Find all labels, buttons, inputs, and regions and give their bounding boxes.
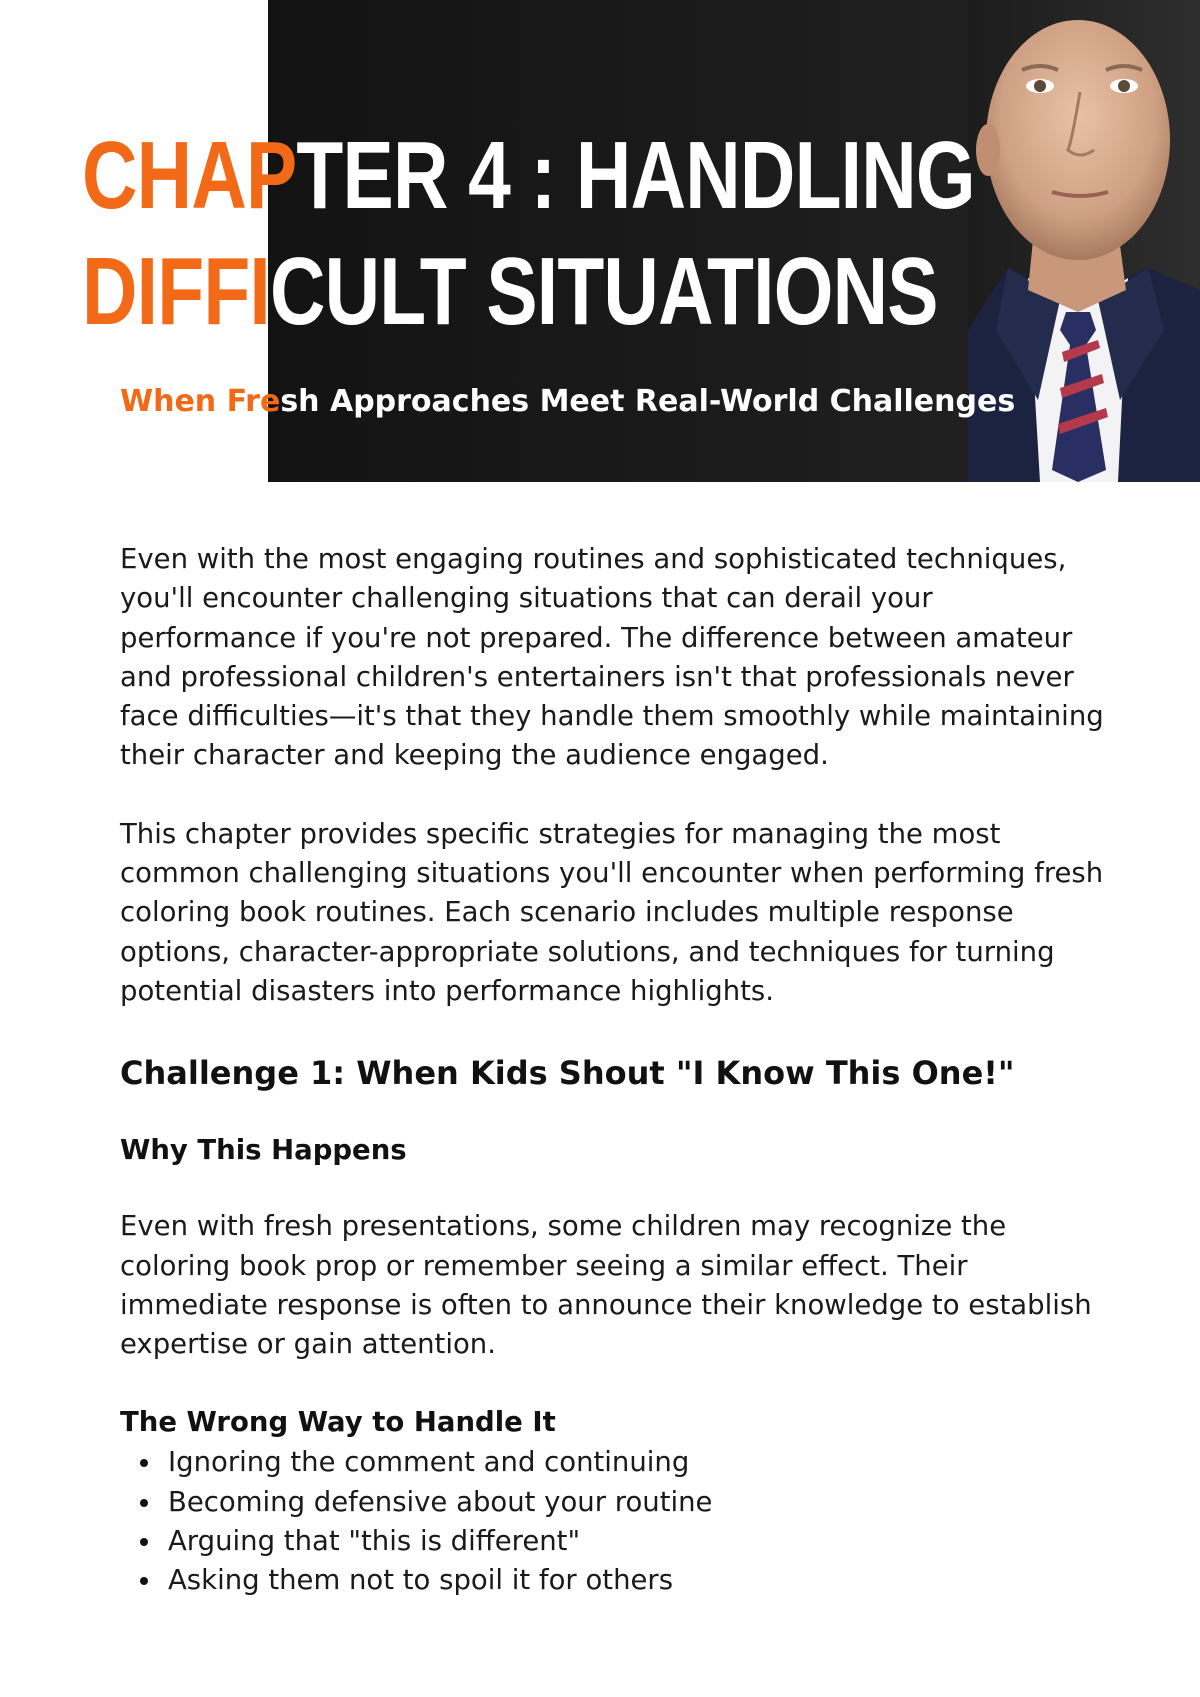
list-item — [120, 1483, 1110, 1522]
title-line2-rest: CULT SITUATIONS — [269, 238, 938, 345]
second-paragraph: This chapter provides specific strategies for managing the most common challenging situations you'll encounter when performing fresh coloring book routines. Each scenario includes multiple response options, character-appropriate solutions, and techniques for turning potential disasters into performance highlights. — [120, 817, 1104, 1007]
why-heading: Why This Happens — [120, 1134, 407, 1167]
subtitle-rest: sh Approaches Meet Real-World Challenges — [280, 384, 1016, 419]
intro-paragraph: Even with the most engaging routines and sophisticated techniques, you'll encounter challenging situations that can derail your performance if you're not prepared. The difference between amateur and professional children's entertainers isn't that professionals never face difficulties—it's that they handle them smoothly while maintaining their character and keeping the audience engaged. — [120, 543, 1104, 772]
list-item-text: Asking them not to spoil it for others — [168, 1564, 674, 1597]
chapter-title — [82, 118, 975, 350]
chapter-subtitle — [120, 382, 1015, 422]
bullet-icon — [140, 1459, 148, 1467]
bullet-icon — [140, 1577, 148, 1585]
list-item-text: Arguing that "this is different" — [168, 1525, 581, 1558]
chapter-body — [120, 540, 1110, 1601]
bullet-icon — [140, 1538, 148, 1546]
wrong-way-list — [120, 1443, 1110, 1600]
challenge-heading: Challenge 1: When Kids Shout "I Know This One!" — [120, 1054, 1015, 1093]
subtitle-accent: When Fre — [120, 384, 281, 419]
why-paragraph: Even with fresh presentations, some children may recognize the coloring book prop or remember seeing a similar effect. Their immediate response is often to announce their knowledge to establish expertise or gain attention. — [120, 1210, 1092, 1361]
title-line2-accent: DIFFI — [82, 238, 270, 345]
list-item-text: Becoming defensive about your routine — [168, 1485, 713, 1518]
wrong-way-heading: The Wrong Way to Handle It — [120, 1406, 556, 1439]
title-line1-rest: TER 4 : HANDLING — [296, 122, 975, 229]
list-item — [120, 1522, 1110, 1561]
list-item — [120, 1443, 1110, 1482]
list-item — [120, 1561, 1110, 1600]
bullet-icon — [140, 1499, 148, 1507]
title-line1-accent: CHAP — [82, 122, 297, 229]
list-item-text: Ignoring the comment and continuing — [168, 1446, 690, 1479]
